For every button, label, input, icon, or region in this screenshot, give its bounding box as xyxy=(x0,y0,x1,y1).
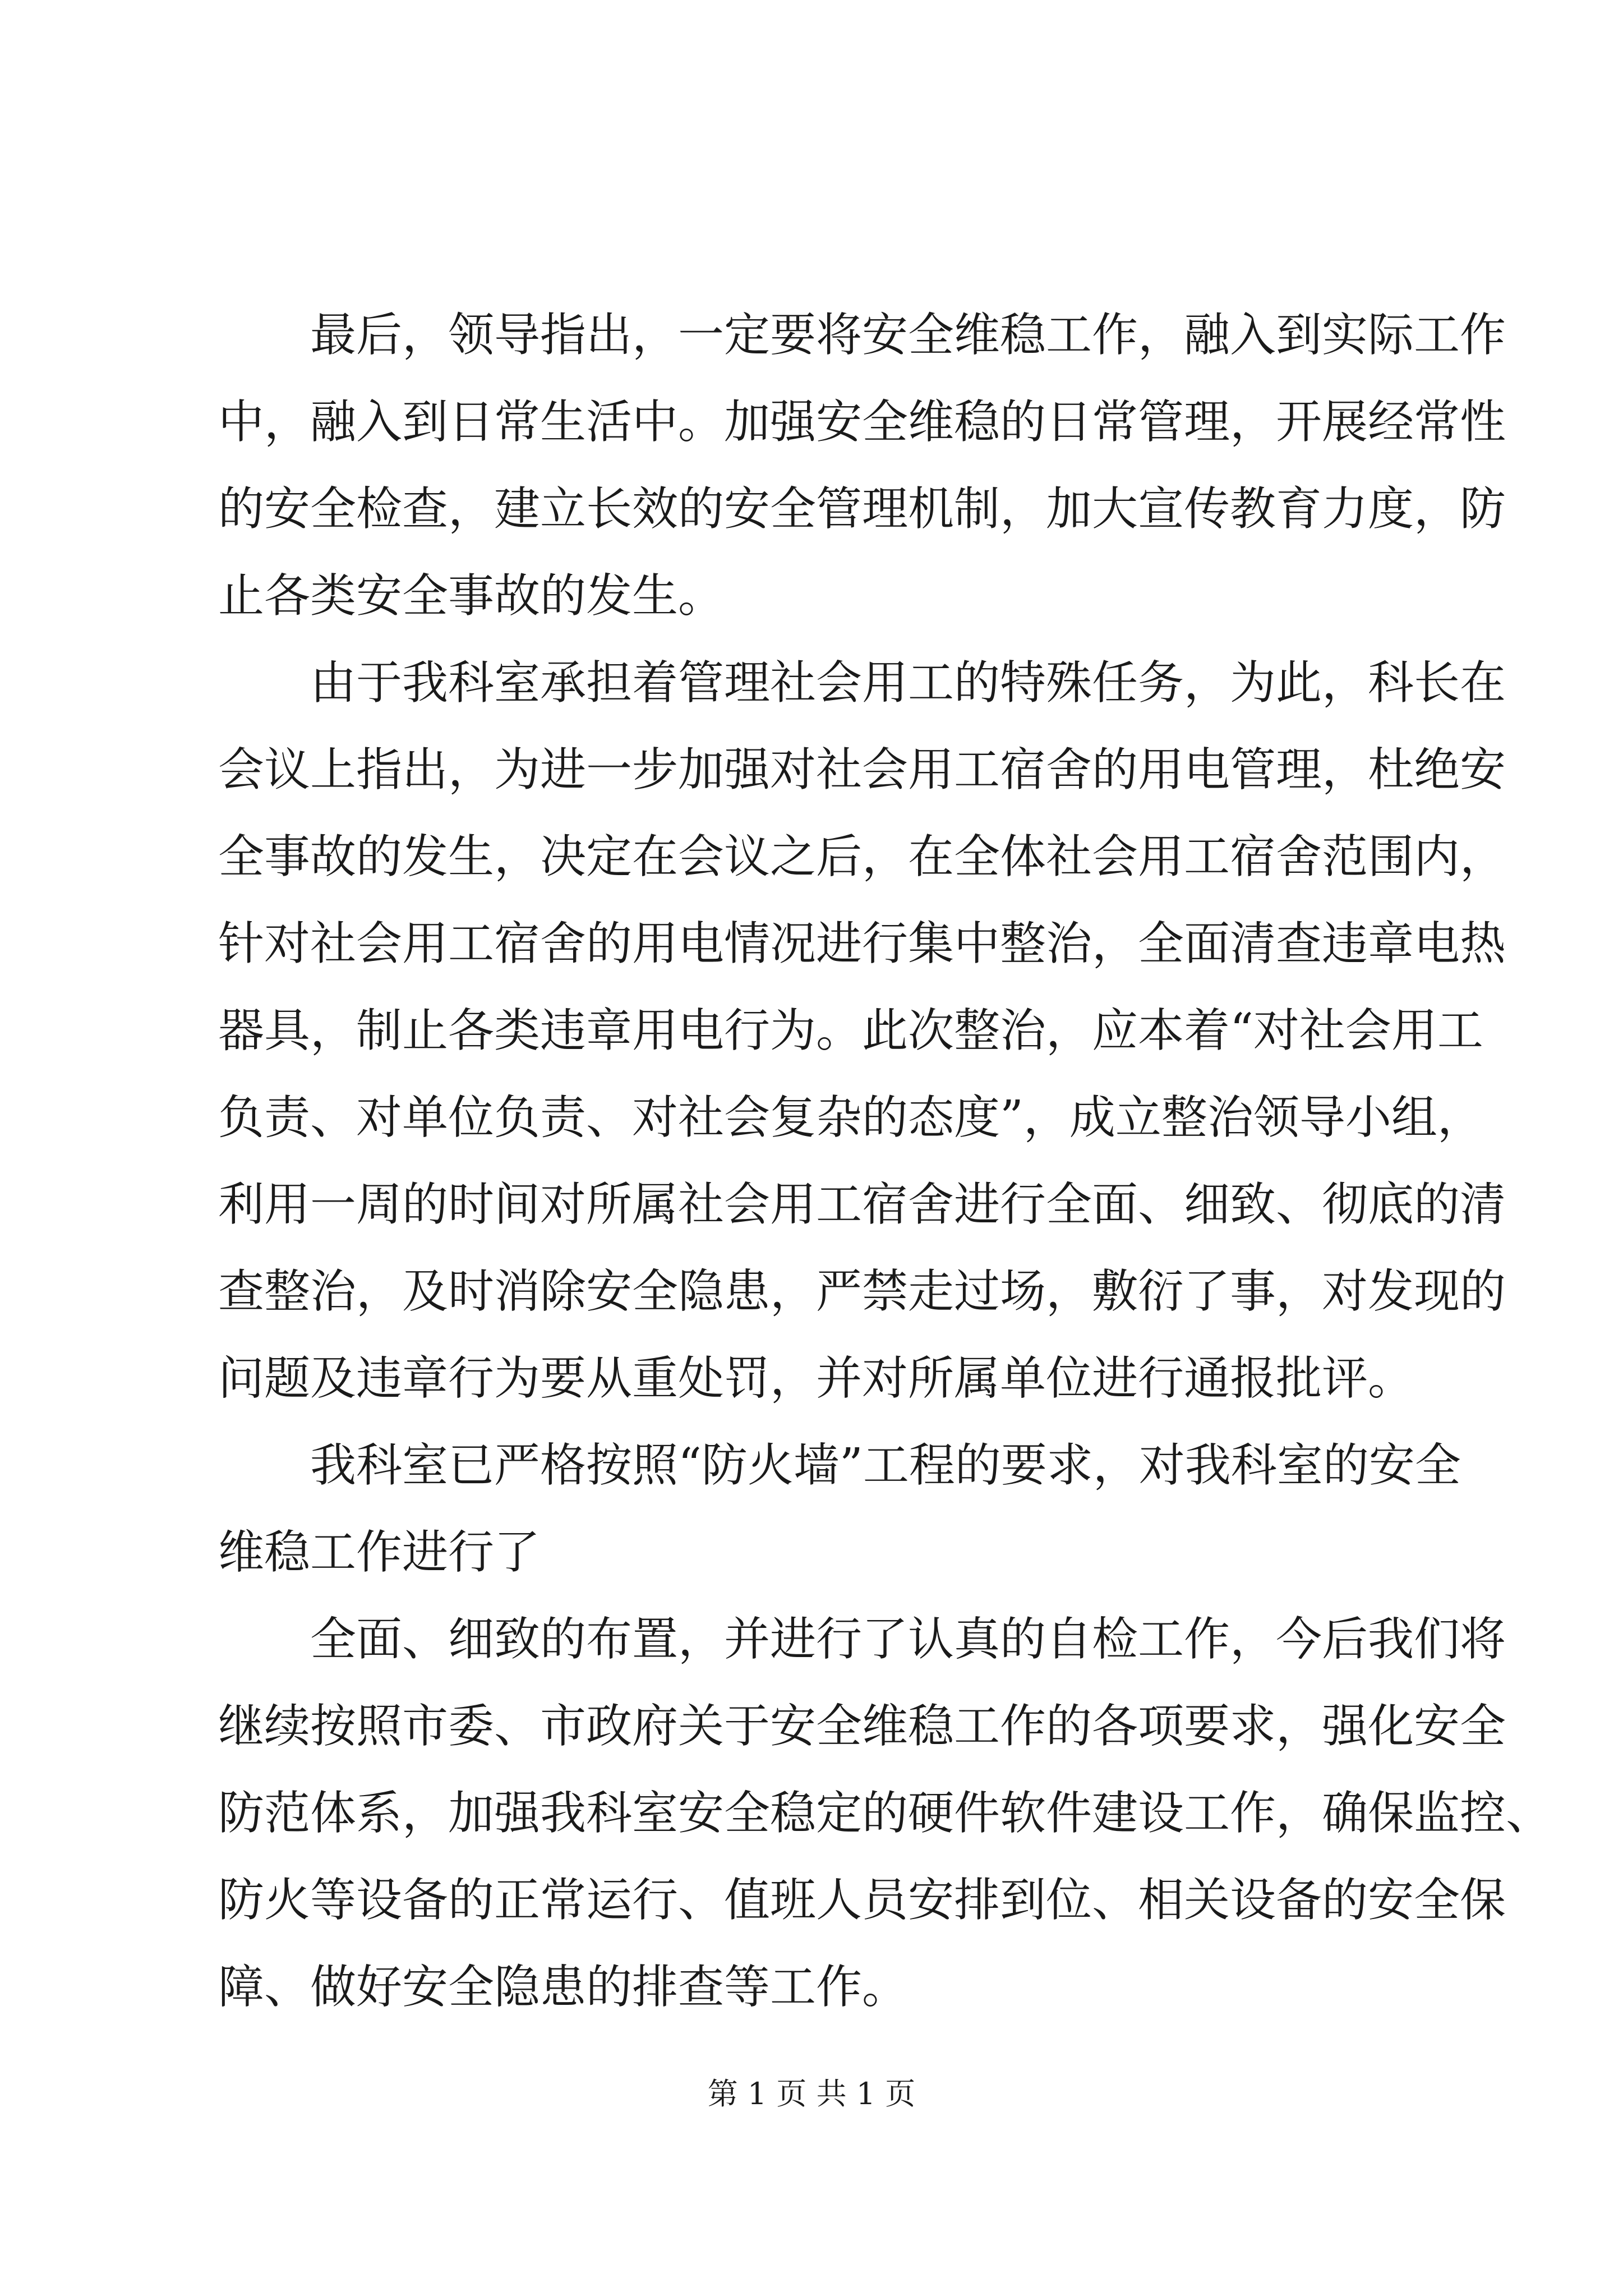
text-line: 中，融入到日常生活中。加强安全维稳的日常管理，开展经常性 xyxy=(218,395,1506,449)
text-line: 问题及违章行为要从重处罚，并对所属单位进行通报批评。 xyxy=(218,1352,1414,1405)
document-body xyxy=(218,292,1552,2031)
text-line: 针对社会用工宿舍的用电情况进行集中整治，全面清查违章电热 xyxy=(218,917,1506,970)
text-line: 器具，制止各类违章用电行为。此次整治，应本着“对社会用工 xyxy=(218,1004,1483,1057)
page-number-footer: 第 1 页 共 1 页 xyxy=(707,2076,916,2111)
text-line: 防火等设备的正常运行、值班人员安排到位、相关设备的安全保 xyxy=(218,1874,1506,1927)
text-line: 的安全检查，建立长效的安全管理机制，加大宣传教育力度，防 xyxy=(218,482,1506,536)
paragraph-3 xyxy=(218,1422,1461,1596)
text-line: 障、做好安全隐患的排查等工作。 xyxy=(218,1961,909,2014)
text-line: 继续按照市委、市政府关于安全维稳工作的各项要求，强化安全 xyxy=(218,1700,1506,1753)
text-line: 会议上指出，为进一步加强对社会用工宿舍的用电管理，杜绝安 xyxy=(218,743,1506,797)
text-line: 利用一周的时间对所属社会用工宿舍进行全面、细致、彻底的清 xyxy=(218,1178,1506,1231)
paragraph-4 xyxy=(218,1596,1552,2031)
paragraph-1 xyxy=(218,292,1506,639)
text-line: 止各类安全事故的发生。 xyxy=(218,569,725,623)
text-line: 最后，领导指出，一定要将安全维稳工作，融入到实际工作 xyxy=(310,309,1506,362)
paragraph-2 xyxy=(218,639,1506,1422)
text-line: 由于我科室承担着管理社会用工的特殊任务，为此，科长在 xyxy=(310,656,1506,710)
text-line: 我科室已严格按照“防火墙”工程的要求，对我科室的安全 xyxy=(310,1439,1461,1492)
text-line: 维稳工作进行了 xyxy=(218,1526,541,1579)
text-line: 防范体系，加强我科室安全稳定的硬件软件建设工作，确保监控、 xyxy=(218,1787,1552,1840)
text-line: 负责、对单位负责、对社会复杂的态度”，成立整治领导小组， xyxy=(218,1091,1483,1144)
text-line: 查整治，及时消除安全隐患，严禁走过场，敷衍了事，对发现的 xyxy=(218,1265,1506,1318)
text-line: 全事故的发生，决定在会议之后，在全体社会用工宿舍范围内， xyxy=(218,830,1506,884)
text-line: 全面、细致的布置，并进行了认真的自检工作，今后我们将 xyxy=(310,1613,1506,1666)
